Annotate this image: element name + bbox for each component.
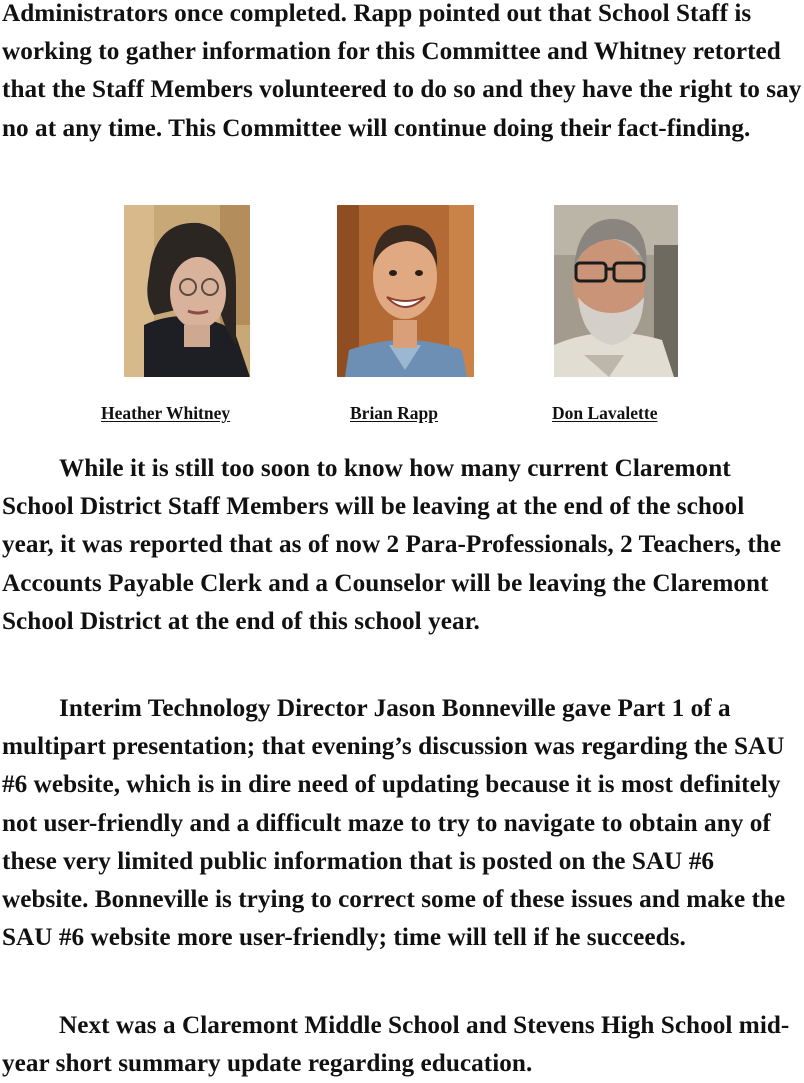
caption-heather-whitney: Heather Whitney — [101, 403, 231, 423]
caption-brian-rapp: Brian Rapp — [350, 403, 439, 423]
caption-don-lavalette: Don Lavalette — [552, 403, 658, 423]
paragraph-school-update: Next was a Claremont Middle School and Stevens High School mid-year short summary update regarding education. — [2, 1012, 790, 1078]
portrait-man-beard-glasses-icon — [554, 205, 678, 377]
photo-don-lavalette — [554, 205, 678, 377]
intro-paragraph: Administrators once completed. Rapp pointed out that School Staff is working to gather information for this Committee and Whitney retorted that the Staff Members volunteered to do so and they have the right to say no at any time. This Committee will continue doing their fact-finding. — [2, 0, 802, 142]
paragraph-technology-presentation: Interim Technology Director Jason Bonneville gave Part 1 of a multipart presentation; that evening’s discussion was regarding the SAU #6 website, which is in dire need of updating because it is most definitely not user-friendly and a difficult maze to try to navigate to obtain any of these very limited public information that is posted on the SAU #6 website. Bonneville is trying to correct some of these issues and make the SAU #6 website more user-friendly; time will tell if he succeeds. — [2, 695, 786, 952]
paragraph-staff-leaving: While it is still too soon to know how many current Claremont School District Staff Members will be leaving at the end of the school year, it was reported that as of now 2 Para-Professionals, 2 Teachers, the Accounts Payable Clerk and a Counselor will be leaving the Claremont School District at the end of this school year. — [2, 455, 782, 635]
portrait-woman-glasses-icon — [124, 205, 250, 377]
portrait-man-smiling-icon — [337, 205, 474, 377]
photo-brian-rapp — [337, 205, 474, 377]
photo-heather-whitney — [124, 205, 250, 377]
